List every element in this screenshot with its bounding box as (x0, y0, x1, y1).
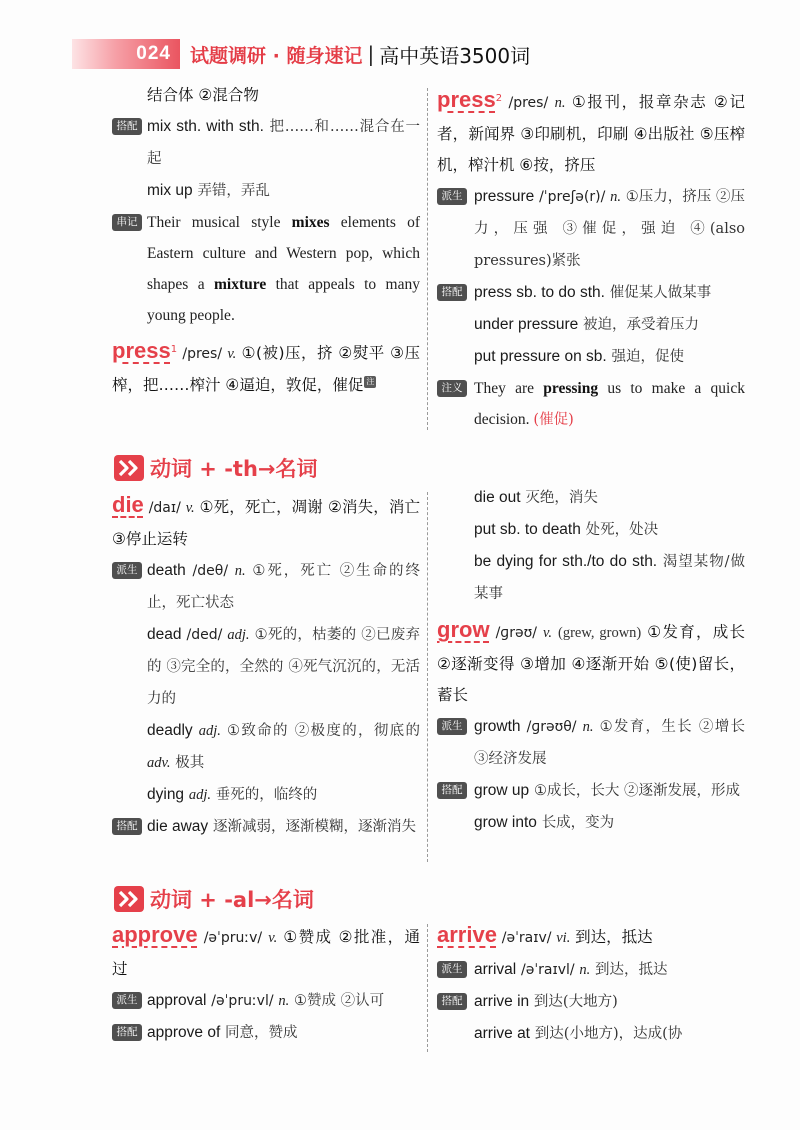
collocation-mix-up (112, 175, 420, 207)
phrase-meaning: 催促某人做某事 (609, 285, 712, 301)
collocation-label: 搭配 (437, 284, 467, 301)
sentence-text: that appeals to many young people. (147, 276, 420, 324)
phrase-meaning: 强迫，促使 (611, 349, 684, 365)
sentence-text: us to make a quick decision. (474, 380, 745, 428)
meaning: ①发育，成长 ②逐渐变得 ③增加 ④逐渐开始 ⑤(使)留长，蓄长 (437, 623, 745, 704)
collocation-label: 搭配 (112, 1024, 142, 1041)
verb-forms: (grew, grown) (558, 625, 642, 641)
collocation-press-sb (437, 277, 745, 309)
meaning: ①死，死亡，凋谢 ②消失，消亡 ③停止运转 (112, 498, 420, 548)
derivation-pressure (437, 181, 745, 277)
meaning: ①压力，挤压 ②压力，压强 ③催促，强迫 ④(also pressures)紧张 (474, 189, 745, 269)
collocation-put-to-death (437, 514, 745, 546)
phrase: put sb. to death (474, 521, 581, 538)
sentence-keyword: mixes (291, 214, 330, 231)
entry-press-1 (112, 335, 420, 401)
phonetic: /ˈpreʃə(r)/ (539, 189, 606, 205)
top-right-column (437, 84, 745, 436)
phonetic: /ded/ (186, 627, 223, 643)
derivation-death (112, 555, 420, 619)
al-right-column (437, 919, 745, 1050)
phonetic: /əˈraɪvl/ (520, 962, 575, 978)
header-separator: | (367, 42, 375, 66)
page-header (72, 39, 530, 69)
meaning: ①死，死亡 ②生命的终止，死亡状态 (147, 563, 421, 611)
part-of-speech: adj. (227, 627, 250, 643)
phrase: mix sth. with sth. (147, 118, 264, 135)
derivation-label: 派生 (112, 992, 142, 1009)
top-left-column (112, 80, 420, 401)
collocation-grow-up (437, 775, 745, 807)
derived-word: dead (147, 626, 182, 643)
derivation-label: 派生 (437, 961, 467, 978)
phrase: die out (474, 489, 521, 506)
meaning: ①发育，生长 ②增长 ③经济发展 (474, 719, 746, 767)
note-label: 注义 (437, 380, 467, 397)
section-heading-al (114, 884, 314, 914)
phrase-meaning: 到达(小地方)，达成(协 (534, 1026, 683, 1042)
serial-example-sentence (112, 207, 420, 331)
collocation-put-pressure (437, 341, 745, 373)
part-of-speech: n. (234, 563, 246, 579)
entry-die (112, 489, 420, 555)
meaning: 到达，抵达 (575, 928, 653, 946)
section-title: 动词 + -al→名词 (150, 888, 314, 912)
derivation-approval (112, 985, 420, 1017)
derived-word: pressure (474, 188, 535, 205)
al-left-column (112, 919, 420, 1049)
part-of-speech: n. (582, 719, 594, 735)
phonetic: /deθ/ (192, 563, 229, 579)
collocation-arrive-in (437, 986, 745, 1018)
column-divider (427, 88, 428, 430)
phrase-meaning: 逐渐减弱，逐渐模糊，逐渐消失 (212, 819, 416, 835)
part-of-speech: adj. (188, 787, 211, 803)
entry-arrive (437, 919, 745, 954)
sentence-gloss: (催促) (533, 412, 574, 428)
collocation-die-away (112, 811, 420, 843)
phrase: arrive at (474, 1025, 530, 1042)
phrase: under pressure (474, 316, 579, 333)
collocation-label: 搭配 (112, 818, 142, 835)
derivation-dead (112, 619, 420, 715)
meaning: ①死的，枯萎的 ②已废弃的 ③完全的，全然的 ④死气沉沉的，无活力的 (147, 627, 420, 707)
collocation-die-out (437, 482, 745, 514)
phonetic: /əˈraɪv/ (501, 930, 552, 946)
phrase: put pressure on sb. (474, 348, 607, 365)
derived-word: dying (147, 786, 185, 803)
meaning: 结合体 ②混合物 (147, 86, 259, 104)
th-left-column (112, 489, 420, 843)
derivation-dying (112, 779, 420, 811)
phrase-meaning: 渴望某物/做某事 (474, 554, 746, 602)
phrase-meaning: 被迫，承受着压力 (583, 317, 700, 333)
phrase-meaning: 长成，变为 (541, 815, 615, 831)
phrase: approve of (147, 1024, 221, 1041)
derivation-deadly (112, 715, 420, 779)
phrase-meaning: 灭绝，消失 (525, 490, 598, 506)
phrase: be dying for sth./to do sth. (474, 553, 658, 570)
headword: grow (437, 617, 490, 642)
meaning: 垂死的，临终的 (215, 787, 318, 803)
entry-approve (112, 919, 420, 985)
phonetic: /daɪ/ (148, 500, 181, 516)
homograph-number: 2 (495, 93, 503, 104)
phonetic: /pres/ (182, 346, 223, 362)
sentence-text: elements of Eastern culture and Western pop, which shapes a (147, 214, 420, 293)
part-of-speech: v. (268, 930, 278, 946)
page-number-banner (72, 39, 180, 69)
collocation-mix-with (112, 111, 420, 175)
phonetic: /pres/ (508, 95, 549, 111)
phonetic: /əˈpruːvl/ (211, 993, 274, 1009)
headword: press (112, 338, 171, 363)
collocation-dying-for (437, 546, 745, 610)
note-mark: 注 (366, 377, 375, 386)
derivation-arrival (437, 954, 745, 986)
entry-grow (437, 614, 745, 711)
derivation-growth (437, 711, 745, 775)
note-example-sentence (437, 373, 745, 436)
sentence-keyword: mixture (213, 276, 267, 293)
phonetic: /ɡrəʊ/ (495, 625, 537, 641)
phrase-meaning: 同意，赞成 (225, 1025, 298, 1041)
derivation-label: 派生 (112, 562, 142, 579)
part-of-speech: n. (278, 993, 290, 1009)
part-of-speech: v. (227, 346, 237, 362)
phonetic: /ɡrəʊθ/ (526, 719, 577, 735)
book-title: 高中英语3500词 (379, 43, 531, 68)
part-of-speech: v. (185, 500, 195, 516)
part-of-speech: adj. (198, 723, 221, 739)
sentence-text: They are (474, 380, 544, 397)
phrase: grow into (474, 814, 537, 831)
serial-label: 串记 (112, 214, 142, 231)
meaning: ①赞成 ②批准，通过 (112, 928, 420, 978)
homograph-number: 1 (170, 344, 178, 355)
part-of-speech: n. (610, 189, 621, 205)
meaning: ①(被)压，挤 ②熨平 ③压榨，把……榨汁 ④逼迫，敦促，催促 (112, 344, 420, 394)
collocation-under-pressure (437, 309, 745, 341)
derived-word: growth (474, 718, 521, 735)
derived-word: deadly (147, 722, 193, 739)
sentence-keyword: pressing (543, 380, 599, 397)
collocation-label: 搭配 (437, 782, 467, 799)
derived-word: approval (147, 992, 207, 1009)
phrase: arrive in (474, 993, 530, 1010)
phonetic: /əˈpruːv/ (203, 930, 263, 946)
headword: die (112, 492, 144, 517)
phrase: die away (147, 818, 209, 835)
column-divider (427, 924, 428, 1052)
phrase-meaning: 到达(大地方) (533, 994, 618, 1010)
sentence-text: Their musical style (147, 214, 292, 231)
collocation-label: 搭配 (112, 118, 142, 135)
page-number: 024 (136, 43, 171, 64)
meaning: ①致命的 ②极度的，彻底的 (227, 723, 420, 739)
meaning: 极其 (175, 755, 205, 771)
headword: approve (112, 922, 198, 947)
collocation-grow-into (437, 807, 745, 839)
derivation-label: 派生 (437, 718, 467, 735)
derivation-label: 派生 (437, 188, 467, 205)
derived-word: death (147, 562, 186, 579)
part-of-speech: n. (554, 95, 566, 111)
collocation-approve-of (112, 1017, 420, 1049)
series-title: 试题调研 · 随身速记 (190, 44, 363, 67)
part-of-speech: adv. (147, 755, 171, 771)
part-of-speech: n. (579, 962, 591, 978)
th-right-column (437, 482, 745, 839)
meaning: ①赞成 ②认可 (294, 993, 385, 1009)
phrase-meaning: ①成长，长大 ②逐渐发展，形成 (533, 783, 741, 799)
headword: press (437, 87, 496, 112)
phrase-meaning: 弄错，弄乱 (197, 183, 270, 199)
entry-press-2 (437, 84, 745, 181)
phrase: mix up (147, 182, 193, 199)
collocation-label: 搭配 (437, 993, 467, 1010)
derived-word: arrival (474, 961, 517, 978)
double-chevron-icon (114, 455, 144, 481)
column-divider (427, 492, 428, 862)
headword: arrive (437, 922, 497, 947)
part-of-speech: v. (542, 625, 552, 641)
phrase: grow up (474, 782, 530, 799)
phrase-meaning: 把……和……混合在一起 (147, 119, 420, 167)
section-title: 动词 + -th→名词 (150, 457, 318, 481)
section-heading-th (114, 453, 318, 483)
phrase-meaning: 处死，处决 (585, 522, 659, 538)
part-of-speech: vi. (556, 930, 571, 946)
phrase: press sb. to do sth. (474, 284, 605, 301)
collocation-arrive-at (437, 1018, 745, 1050)
mix-meaning-continuation (112, 80, 420, 111)
meaning: 到达，抵达 (595, 962, 668, 978)
double-chevron-icon (114, 886, 144, 912)
meaning: ①报刊，报章杂志 ②记者，新闻界 ③印刷机，印刷 ④出版社 ⑤压榨机，榨汁机 ⑥按，挤压 (437, 93, 745, 174)
